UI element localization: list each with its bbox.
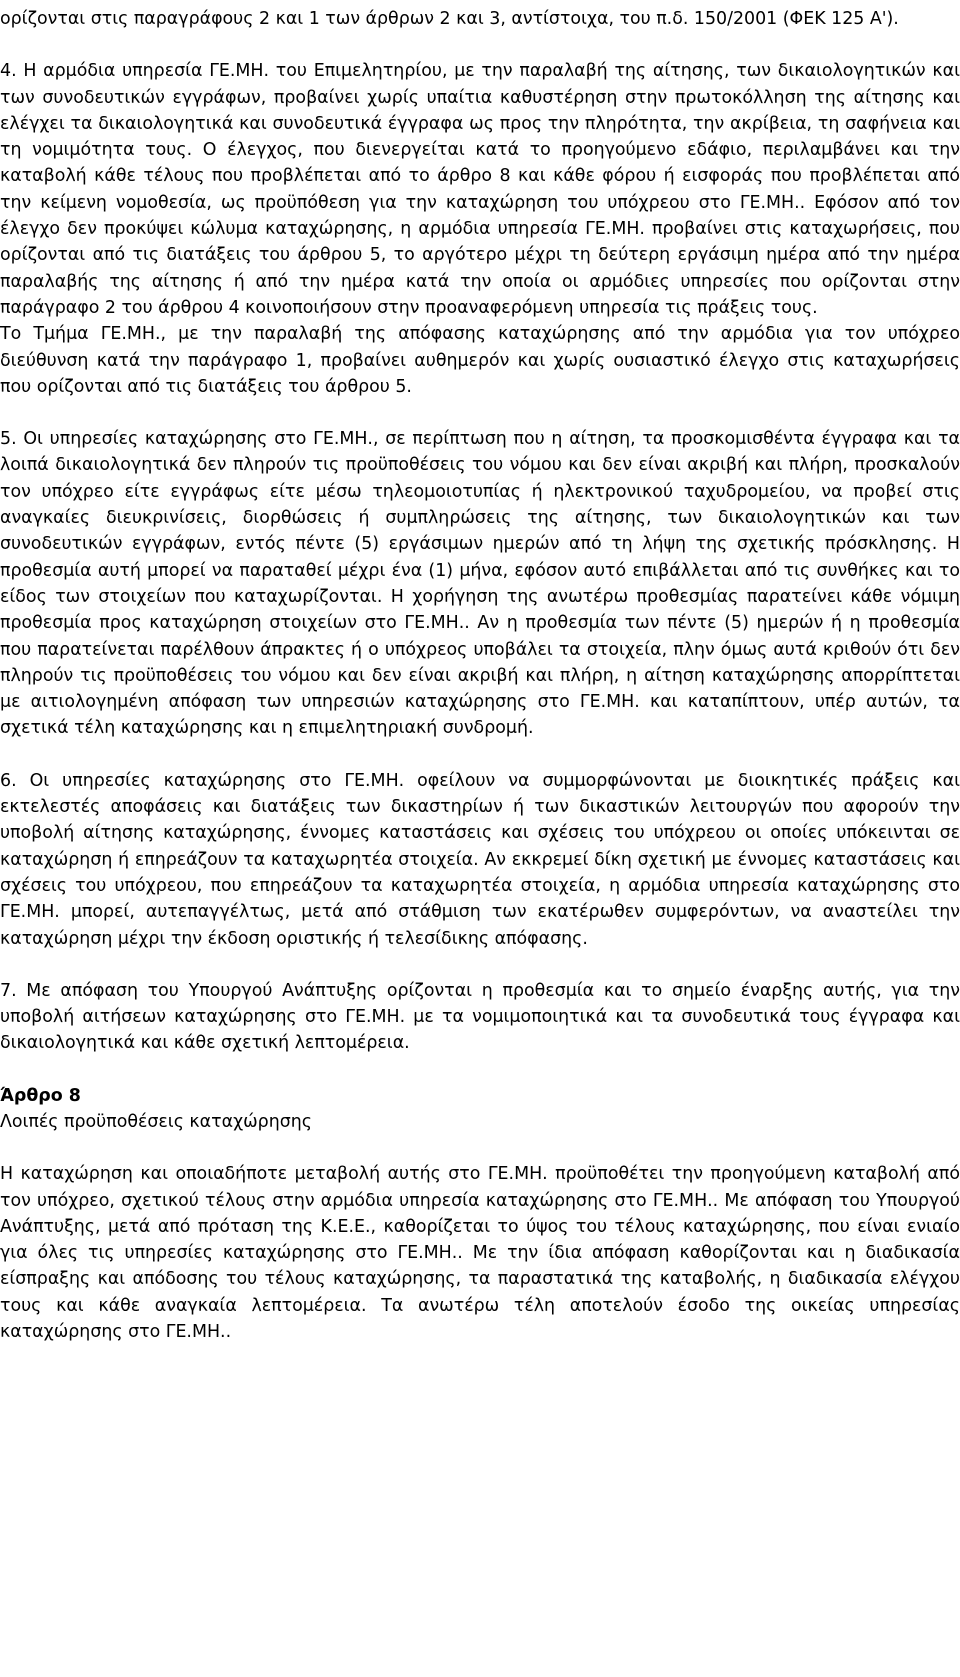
article-8-body: Η καταχώρηση και οποιαδήποτε μεταβολή αυτής στο ΓΕ.ΜΗ. προϋποθέτει την προηγούμενη καταβολή από τον υπόχρεο, σχετικού τέλους στην αρμόδια υπηρεσία καταχώρησης στο ΓΕ.ΜΗ.. Με απόφαση του Υπουργού Ανάπτυξης, μετά από πρόταση της Κ.Ε.Ε., καθορίζεται το ύψος του τέλους καταχώρησης, που είναι ενιαίο για όλες τις υπηρεσίες καταχώρησης στο ΓΕ.ΜΗ.. Με την ίδια απόφαση καθορίζονται και η διαδικασία είσπραξης και απόδοσης του τέλους καταχώρησης, τα παραστατικά της καταβολής, η διαδικασία ελέγχου τους και κάθε αναγκαία λεπτομέρεια. Τα ανωτέρω τέλη αποτελούν έσοδο της οικείας υπηρεσίας καταχώρησης στο ΓΕ.ΜΗ.. xyxy=(0,1164,960,1343)
paragraph-4: 4. Η αρμόδια υπηρεσία ΓΕ.ΜΗ. του Επιμελητηρίου, με την παραλαβή της αίτησης, των δικαιολογητικών και των συνοδευτικών εγγράφων, προβαίνει χωρίς υπαίτια καθυστέρηση στην πρωτοκόλληση της αίτησης και ελέγχει τα δικαιολογητικά και συνοδευτικά έγγραφα ως προς την πληρότητα, την ακρίβεια, τη σαφήνεια και τη νομιμότητα τους. Ο έλεγχος, που διενεργείται κατά το προηγούμενο εδάφιο, περιλαμβάνει και την καταβολή κάθε τέλους που προβλέπεται από το άρθρο 8 και κάθε φόρου ή εισφοράς που προβλέπεται από την κείμενη νομοθεσία, ως προϋπόθεση για την καταχώρηση του υπόχρεου στο ΓΕ.ΜΗ.. Εφόσον από τον έλεγχο δεν προκύψει κώλυμα καταχώρησης, η αρμόδια υπηρεσία ΓΕ.ΜΗ. προβαίνει στις καταχωρήσεις, που ορίζονται από τις διατάξεις του άρθρου 5, το αργότερο μέχρι τη δεύτερη εργάσιμη ημέρα από την ημέρα παραλαβής της αίτησης ή από την ημέρα κατά την οποία οι αρμόδιες υπηρεσίες που ορίζονται στην παράγραφο 2 του άρθρου 4 κοινοποιήσουν στην προαναφερόμενη υπηρεσία τις πράξεις τους. xyxy=(0,61,960,318)
intro-fragment: ορίζονται στις παραγράφους 2 και 1 των άρθρων 2 και 3, αντίστοιχα, του π.δ. 150/2001 (ΦΕΚ 125 Α'). xyxy=(0,9,899,29)
paragraph-5: 5. Οι υπηρεσίες καταχώρησης στο ΓΕ.ΜΗ., σε περίπτωση που η αίτηση, τα προσκομισθέντα έγγραφα και τα λοιπά δικαιολογητικά δεν πληρούν τις προϋποθέσεις του νόμου και δεν είναι ακριβή και πλήρη, προσκαλούν τον υπόχρεο είτε εγγράφως είτε μέσω τηλεομοιοτυπίας ή ηλεκτρονικού ταχυδρομείου, να προβεί στις αναγκαίες διευκρινίσεις, διορθώσεις ή συμπληρώσεις της αίτησης, των δικαιολογητικών και των συνοδευτικών εγγράφων, εντός πέντε (5) εργάσιμων ημερών από τη λήψη της σχετικής πρόσκλησης. Η προθεσμία αυτή μπορεί να παραταθεί μέχρι ένα (1) μήνα, εφόσον αυτό επιβάλλεται από τις συνθήκες και το είδος των στοιχείων που καταχωρίζονται. Η χορήγηση της ανωτέρω προθεσμίας παρατείνει κάθε νόμιμη προθεσμία προς καταχώρηση στοιχείων στο ΓΕ.ΜΗ.. Αν η προθεσμία των πέντε (5) ημερών ή η προθεσμία που παρατείνεται παρέλθουν άπρακτες ή ο υπόχρεος υποβάλει τα στοιχεία, πλην όμως αυτά κριθούν ότι δεν πληρούν τις προϋποθέσεις του νόμου και δεν είναι ακριβή και πλήρη, η αίτηση καταχώρησης απορρίπτεται με αιτιολογημένη απόφαση των υπηρεσιών καταχώρησης στο ΓΕ.ΜΗ. και καταπίπτουν, υπέρ αυτών, τα σχετικά τέλη καταχώρησης και η επιμελητηριακή συνδρομή. xyxy=(0,429,960,739)
article-subtitle: Λοιπές προϋποθέσεις καταχώρησης xyxy=(0,1111,312,1132)
article-heading: Άρθρο 8 xyxy=(0,1085,81,1106)
paragraph-4-continuation: Το Τμήμα ΓΕ.ΜΗ., με την παραλαβή της απόφασης καταχώρησης από την αρμόδια για τον υπόχρεο διεύθυνση κατά την παράγραφο 1, προβαίνει αυθημερόν και χωρίς ουσιαστικό έλεγχο στις καταχωρήσεις που ορίζονται από τις διατάξεις του άρθρου 5. xyxy=(0,324,960,397)
paragraph-6: 6. Οι υπηρεσίες καταχώρησης στο ΓΕ.ΜΗ. οφείλουν να συμμορφώνονται με διοικητικές πράξεις και εκτελεστές αποφάσεις και διατάξεις των δικαστηρίων ή των δικαστικών λειτουργών που αφορούν την υποβολή αίτησης καταχώρησης, έννομες καταστάσεις και σχέσεις του υπόχρεου οι οποίες υπόκεινται σε καταχώρηση ή επηρεάζουν τα καταχωρητέα στοιχεία. Αν εκκρεμεί δίκη σχετική με έννομες καταστάσεις και σχέσεις του υπόχρεου, που επηρεάζουν τα καταχωρητέα στοιχεία, η αρμόδια υπηρεσία καταχώρησης στο ΓΕ.ΜΗ. μπορεί, αυτεπαγγέλτως, μετά από στάθμιση των εκατέρωθεν συμφερόντων, να αναστείλει την καταχώρηση μέχρι την έκδοση οριστικής ή τελεσίδικης απόφασης. xyxy=(0,770,960,949)
paragraph-7: 7. Με απόφαση του Υπουργού Ανάπτυξης ορίζονται η προθεσμία και το σημείο έναρξης αυτής, για την υποβολή αιτήσεων καταχώρησης στο ΓΕ.ΜΗ. με τα νομιμοποιητικά και τα συνοδευτικά τους έγγραφα και δικαιολογητικά και κάθε σχετική λεπτομέρεια. xyxy=(0,980,960,1054)
